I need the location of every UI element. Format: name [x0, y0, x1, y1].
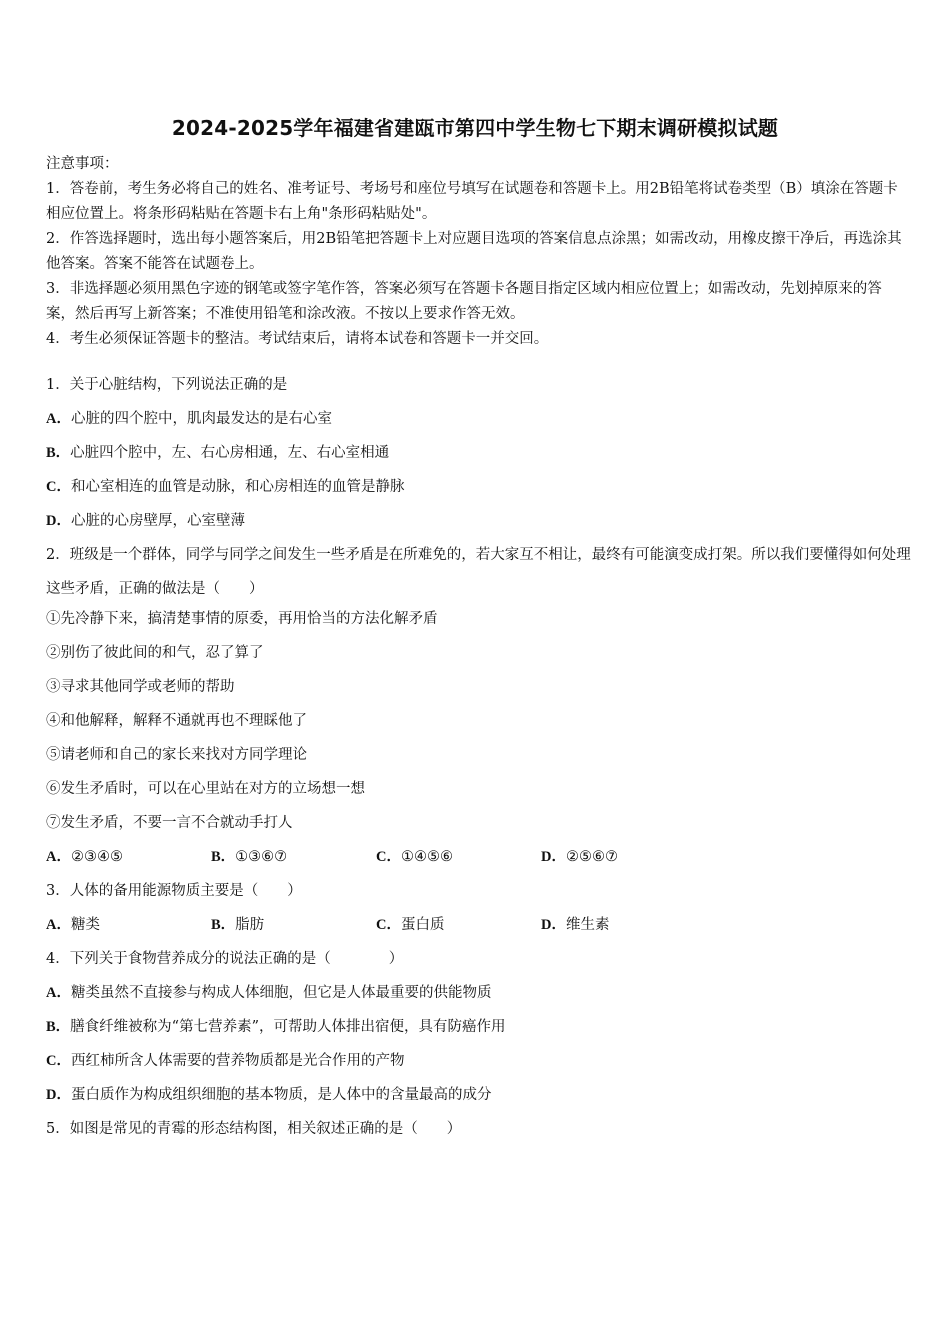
option-text: 维生素	[565, 917, 610, 933]
option-text: 蛋白质作为构成组织细胞的基本物质，是人体中的含量最高的成分	[70, 1087, 492, 1103]
option-letter: C．	[376, 917, 401, 933]
notice-item: 3．非选择题必须用黑色字迹的钢笔或签字笔作答，答案必须写在答题卡各题目指定区域内相应位置上；如需改动，先划掉原来的答案，然后再写上新答案；不准使用铅笔和涂改液。不按以上要求作答无效。	[46, 281, 882, 322]
option-letter: A．	[46, 985, 71, 1001]
option-letter: D．	[46, 513, 71, 529]
questions-section	[46, 372, 916, 1150]
question-3-option-c	[376, 912, 541, 946]
notice-section	[46, 152, 908, 352]
question-3-option-b	[211, 912, 376, 946]
option-letter: C．	[46, 479, 71, 495]
question-3-options	[46, 912, 916, 946]
option-letter: C．	[46, 1053, 71, 1069]
question-3-option-d	[541, 912, 706, 946]
option-text: ②③④⑤	[70, 849, 123, 865]
option-text: 西红柿所含人体需要的营养物质都是光合作用的产物	[70, 1053, 405, 1069]
question-2-statement: ⑦发生矛盾，不要一言不合就动手打人	[46, 815, 293, 831]
option-letter: B．	[211, 849, 236, 865]
question-2-statement: ⑥发生矛盾时，可以在心里站在对方的立场想一想	[46, 781, 365, 797]
option-letter: C．	[376, 849, 401, 865]
option-text: 脂肪	[235, 917, 265, 933]
question-2-statement: ②别伤了彼此间的和气，忍了算了	[46, 645, 264, 661]
option-letter: A．	[46, 411, 71, 427]
option-text: ①④⑤⑥	[400, 849, 453, 865]
question-2-stem: 2．班级是一个群体，同学与同学之间发生一些矛盾是在所难免的，若大家互不相让，最终有可能演变成打架。所以我们要懂得如何处理这些矛盾，正确的做法是（ ）	[46, 547, 911, 597]
notice-item: 2．作答选择题时，选出每小题答案后，用2B铅笔把答题卡上对应题目选项的答案信息点涂黑；如需改动，用橡皮擦干净后，再选涂其他答案。答案不能答在试题卷上。	[46, 231, 902, 272]
option-letter: A．	[46, 917, 71, 933]
page-title: 2024-2025学年福建省建瓯市第四中学生物七下期末调研模拟试题	[171, 116, 779, 140]
question-1-option-b	[46, 440, 916, 474]
option-text: 心脏四个腔中，左、右心房相通，左、右心室相通	[70, 445, 390, 461]
question-4-option-d	[46, 1082, 916, 1116]
notice-heading: 注意事项：	[46, 156, 119, 172]
question-4-option-a	[46, 980, 916, 1014]
question-1-option-a	[46, 406, 916, 440]
option-letter: D．	[541, 849, 566, 865]
option-letter: D．	[541, 917, 566, 933]
question-2-options	[46, 844, 916, 878]
question-5-stem: 5．如图是常见的青霉的形态结构图，相关叙述正确的是（ ）	[46, 1121, 462, 1137]
option-text: 和心室相连的血管是动脉，和心房相连的血管是静脉	[70, 479, 405, 495]
option-text: 心脏的心房壁厚，心室壁薄	[70, 513, 245, 529]
question-2-statement: ⑤请老师和自己的家长来找对方同学理论	[46, 747, 307, 763]
question-4-option-b	[46, 1014, 916, 1048]
question-1-option-d	[46, 508, 916, 542]
option-letter: D．	[46, 1087, 71, 1103]
option-text: 糖类虽然不直接参与构成人体细胞，但它是人体最重要的供能物质	[70, 985, 492, 1001]
question-3-option-a	[46, 912, 211, 946]
question-2-option-b	[211, 844, 376, 878]
question-2-option-c	[376, 844, 541, 878]
notice-item: 4．考生必须保证答题卡的整洁。考试结束后，请将本试卷和答题卡一并交回。	[46, 331, 549, 347]
question-4-option-c	[46, 1048, 916, 1082]
option-text: 心脏的四个腔中，肌肉最发达的是右心室	[70, 411, 332, 427]
option-text: 糖类	[70, 917, 100, 933]
question-2-statement: ①先冷静下来，搞清楚事情的原委，再用恰当的方法化解矛盾	[46, 611, 438, 627]
option-text: 膳食纤维被称为“第七营养素”，可帮助人体排出宿便，具有防癌作用	[70, 1019, 506, 1035]
option-letter: B．	[46, 1019, 71, 1035]
question-2-statement: ④和他解释，解释不通就再也不理睬他了	[46, 713, 307, 729]
notice-item: 1．答卷前，考生务必将自己的姓名、准考证号、考场号和座位号填写在试题卷和答题卡上。用2B铅笔将试卷类型（B）填涂在答题卡相应位置上。将条形码粘贴在答题卡右上角"条形码粘贴处"。	[46, 181, 898, 222]
option-letter: A．	[46, 849, 71, 865]
option-text: 蛋白质	[400, 917, 445, 933]
option-letter: B．	[46, 445, 71, 461]
question-1-option-c	[46, 474, 916, 508]
question-2-statement: ③寻求其他同学或老师的帮助	[46, 679, 235, 695]
question-2-option-a	[46, 844, 211, 878]
option-text: ②⑤⑥⑦	[565, 849, 618, 865]
question-3-stem: 3．人体的备用能源物质主要是（ ）	[46, 883, 302, 899]
question-4-stem: 4．下列关于食物营养成分的说法正确的是（ ）	[46, 951, 404, 967]
option-text: ①③⑥⑦	[235, 849, 288, 865]
question-2-option-d	[541, 844, 706, 878]
question-1-stem: 1．关于心脏结构，下列说法正确的是	[46, 377, 288, 393]
option-letter: B．	[211, 917, 236, 933]
